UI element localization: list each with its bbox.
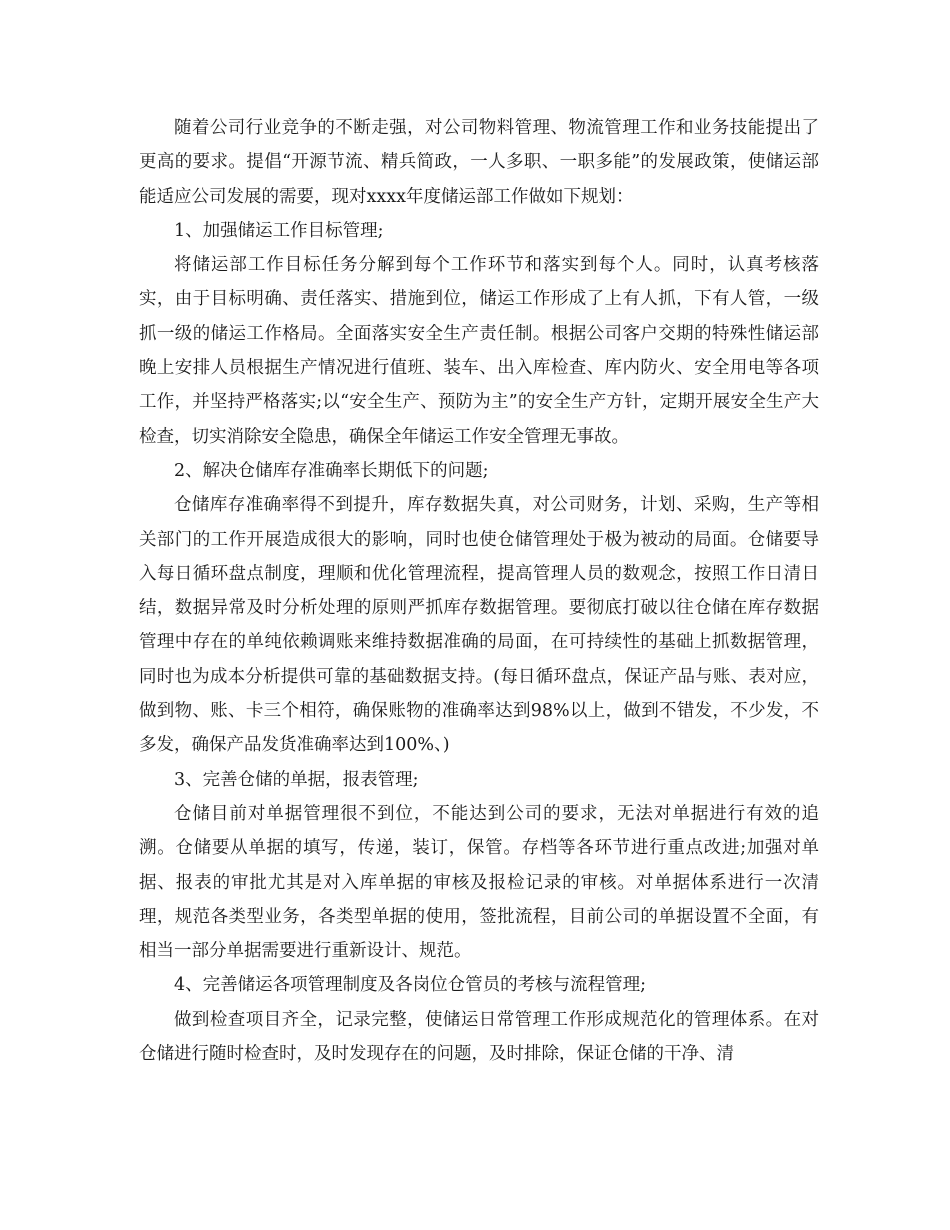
section-heading-4: 4、完善储运各项管理制度及各岗位仓管员的考核与流程管理;: [174, 975, 647, 996]
section-heading-1: 1、加强储运工作目标管理;: [174, 220, 384, 241]
section-heading-2: 2、解决仓储库存准确率长期低下的问题;: [174, 460, 489, 481]
document-page: [139, 111, 819, 1071]
section-2-paragraph: 仓储库存准确率得不到提升，库存数据失真，对公司财务，计划、采购，生产等相关部门的工作开展造成很大的影响，同时也使仓储管理处于极为被动的局面。仓储要导入每日循环盘点制度，理顺和优化管理流程，提高管理人员的数观念，按照工作日清日结，数据异常及时分析处理的原则严抓库存数据管理。要彻底打破以往仓储在库存数据管理中存在的单纯依赖调账来维持数据准确的局面，在可持续性的基础上抓数据管理，同时也为成本分析提供可靠的基础数据支持。(每日循环盘点，保证产品与账、表对应，做到物、账、卡三个相符，确保账物的准确率达到98%以上，做到不错发，不少发，不多发，确保产品发货准确率达到100%、): [139, 495, 819, 756]
section-heading-3: 3、完善仓储的单据，报表管理;: [174, 769, 419, 790]
intro-paragraph: 随着公司行业竞争的不断走强，对公司物料管理、物流管理工作和业务技能提出了更高的要求。提倡“开源节流、精兵简政，一人多职、一职多能”的发展政策，使储运部能适应公司发展的需要，现对xxxx年度储运部工作做如下规划：: [139, 118, 819, 207]
section-3-paragraph: 仓储目前对单据管理很不到位，不能达到公司的要求，无法对单据进行有效的追溯。仓储要从单据的填写，传递，装订，保管。存档等各环节进行重点改进;加强对单据、报表的审批尤其是对入库单据的审核及报检记录的审核。对单据体系进行一次清理，规范各类型业务，各类型单据的使用，签批流程，目前公司的单据设置不全面，有相当一部分单据需要进行重新设计、规范。: [139, 803, 819, 962]
section-1-paragraph: 将储运部工作目标任务分解到每个工作环节和落实到每个人。同时，认真考核落实，由于目标明确、责任落实、措施到位，储运工作形成了上有人抓，下有人管，一级抓一级的储运工作格局。全面落实安全生产责任制。根据公司客户交期的特殊性储运部晚上安排人员根据生产情况进行值班、装车、出入库检查、库内防火、安全用电等各项工作，并坚持严格落实;以“安全生产、预防为主”的安全生产方针，定期开展安全生产大检查，切实消除安全隐患，确保全年储运工作安全管理无事故。: [139, 255, 819, 447]
section-4-paragraph: 做到检查项目齐全，记录完整，使储运日常管理工作形成规范化的管理体系。在对仓储进行随时检查时，及时发现存在的问题，及时排除，保证仓储的干净、清: [139, 1009, 819, 1065]
